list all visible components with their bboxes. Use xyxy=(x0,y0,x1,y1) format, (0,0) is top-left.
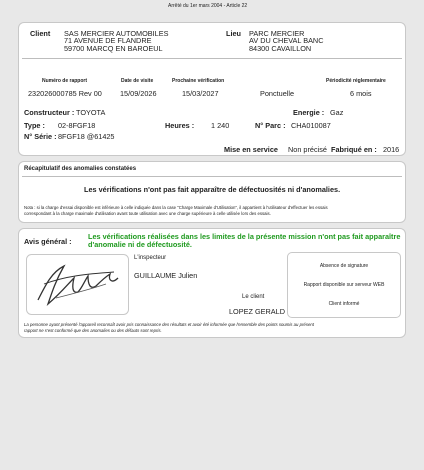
client-informe-status: Client informé xyxy=(328,301,360,307)
next-check-date: 15/03/2027 xyxy=(182,89,219,98)
fabrique-value: 2016 xyxy=(383,145,400,154)
inspecteur-label: L'inspecteur xyxy=(134,255,167,261)
divider xyxy=(22,58,402,59)
heures-label: Heures : xyxy=(165,121,195,130)
heures-value: 1 240 xyxy=(211,121,230,130)
lieu-address: AV DU CHEVAL BANC xyxy=(249,36,324,45)
avis-text-line-2: d'anomalie ni de défectuosité. xyxy=(88,240,192,249)
constructeur-label: Constructeur : xyxy=(24,108,75,117)
serie-value: 8FGF18 @61425 xyxy=(58,132,115,141)
parc-label: N° Parc : xyxy=(255,121,286,130)
client-city: 59700 MARCQ EN BAROEUL xyxy=(64,44,163,53)
energie-value: Gaz xyxy=(330,108,344,117)
footer-note-2: rapport ne s'est conformé que des anomalies ou des défauts sont repris. xyxy=(24,328,162,333)
energie-label: Energie : xyxy=(293,108,325,117)
lieu-name: PARC MERCIER xyxy=(249,29,305,38)
divider xyxy=(22,176,402,177)
periodicity: 6 mois xyxy=(350,89,372,98)
visit-date-header: Date de visite xyxy=(121,78,154,84)
absence-signature-status: Absence de signature xyxy=(319,263,369,269)
rapport-web-status: Rapport disponible sur serveur WEB xyxy=(303,282,385,288)
client-name: SAS MERCIER AUTOMOBILES xyxy=(64,29,169,38)
constructeur-value: TOYOTA xyxy=(76,108,106,117)
type-label: Type : xyxy=(24,121,45,130)
avis-label: Avis général : xyxy=(24,237,72,246)
lieu-city: 84300 CAVAILLON xyxy=(249,44,312,53)
nota-line-1: Nota : si la charge d'essai disponible est inférieure à celle indiquée dans la case "Charge Maximale d'Utilisation", il appartient à l'utilisateur d'effectuer les essais xyxy=(24,205,328,210)
service-label: Mise en service xyxy=(224,145,278,154)
periodicity-header: Périodicité réglementaire xyxy=(326,78,386,84)
report-number: 232026000785 Rev 00 xyxy=(28,89,102,98)
footer-note-1: La personne ayant présenté l'appareil reconnaît avoir pris connaissance des résultats et avoir été informée que l'ensemble des points soumis au présent xyxy=(24,322,314,327)
check-type: Ponctuelle xyxy=(260,89,295,98)
decree-reference: Arrêté du 1er mars 2004 - Article 22 xyxy=(168,3,248,9)
fabrique-label: Fabriqué en : xyxy=(331,145,377,154)
lieu-label: Lieu xyxy=(226,29,241,38)
avis-text-line-1: Les vérifications réalisées dans les limites de la présente mission n'ont pas fait apparaître xyxy=(88,232,401,241)
service-value: Non précisé xyxy=(288,145,327,154)
visit-date: 15/09/2026 xyxy=(120,89,157,98)
anomalies-message: Les vérifications n'ont pas fait apparaître de défectuosités ni d'anomalies. xyxy=(84,185,341,194)
nota-line-2: correspondant à la charge maximale d'utilisation avant toute utilisation avec une charge supérieure à celle utilisée lors des essais. xyxy=(24,211,271,216)
serie-label: N° Série : xyxy=(24,132,57,141)
parc-value: CHA010087 xyxy=(291,121,331,130)
client-label: Client xyxy=(30,29,51,38)
type-value: 02-8FGF18 xyxy=(58,121,96,130)
inspector-signature-icon xyxy=(26,254,129,315)
client-address: 71 AVENUE DE FLANDRE xyxy=(64,36,152,45)
report-number-header: Numéro de rapport xyxy=(42,78,88,84)
client-signature-label: Le client xyxy=(242,294,265,300)
client-signature-name: LOPEZ GERALD xyxy=(229,307,285,316)
anomalies-title: Récapitulatif des anomalies constatées xyxy=(24,166,137,172)
next-check-header: Prochaine vérification xyxy=(172,78,225,84)
inspecteur-name: GUILLAUME Julien xyxy=(134,271,198,280)
